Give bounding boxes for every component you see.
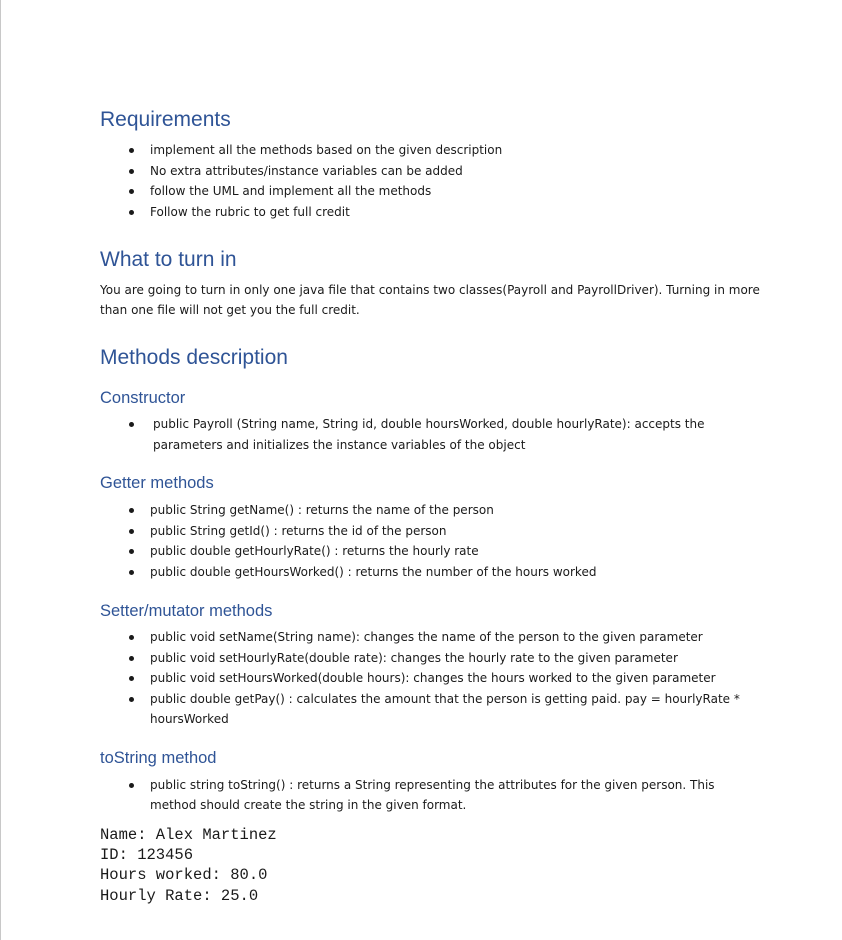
constructor-list [128, 414, 748, 455]
getter-methods-heading: Getter methods [100, 474, 214, 492]
list-item: public Payroll (String name, String id, double hoursWorked, double hourlyRate): accepts the parameters and initializes the instance variables of the object [128, 414, 748, 455]
list-item: public void setHoursWorked(double hours): changes the hours worked to the given parameter [128, 668, 748, 689]
requirements-list [128, 140, 502, 223]
list-item: public double getHourlyRate() : returns the hourly rate [128, 541, 596, 562]
list-item: public double getPay() : calculates the amount that the person is getting paid. pay = hourlyRate * hoursWorked [128, 689, 748, 729]
getter-methods-list [128, 500, 596, 583]
requirements-heading: Requirements [100, 108, 231, 131]
list-item: No extra attributes/instance variables can be added [128, 161, 502, 182]
list-item: Follow the rubric to get full credit [128, 202, 502, 223]
methods-heading: Methods description [100, 346, 288, 369]
list-item: public String getName() : returns the name of the person [128, 500, 596, 521]
tostring-method-heading: toString method [100, 749, 217, 767]
turn-in-heading: What to turn in [100, 248, 237, 271]
turn-in-paragraph: You are going to turn in only one java file that contains two classes(Payroll and PayrollDriver). Turning in more than one file will not get you the full credit. [100, 283, 760, 317]
list-item: implement all the methods based on the given description [128, 140, 502, 161]
code-line: Name: Alex Martinez [100, 826, 277, 844]
sample-output-block [100, 825, 277, 906]
tostring-method-list [128, 775, 728, 815]
list-item: public double getHoursWorked() : returns the number of the hours worked [128, 562, 596, 583]
list-item: public String getId() : returns the id of the person [128, 521, 596, 542]
setter-methods-heading: Setter/mutator methods [100, 602, 273, 620]
list-item: public void setHourlyRate(double rate): changes the hourly rate to the given parameter [128, 648, 748, 669]
setter-methods-list [128, 627, 748, 729]
list-item: public string toString() : returns a String representing the attributes for the given person. This method should create the string in the given format. [128, 775, 728, 815]
code-line: ID: 123456 [100, 846, 194, 865]
list-item: public void setName(String name): changes the name of the person to the given parameter [128, 627, 748, 648]
code-line: Hours worked: 80.0 [100, 866, 268, 885]
constructor-heading: Constructor [100, 389, 186, 407]
code-line: Hourly Rate: 25.0 [100, 886, 259, 905]
list-item: follow the UML and implement all the methods [128, 181, 502, 202]
